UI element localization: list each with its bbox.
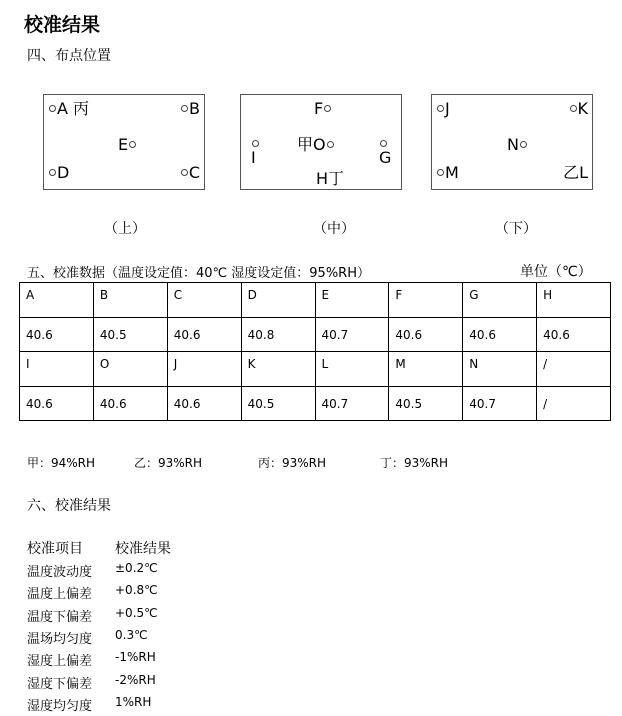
result-item: 温场均匀度	[27, 631, 93, 647]
table-cell: E	[315, 283, 389, 318]
result-row	[27, 650, 156, 670]
result-item: 温度波动度	[27, 565, 93, 580]
table-cell: 40.6	[20, 387, 94, 421]
point-marker	[520, 141, 527, 148]
result-row	[27, 627, 148, 647]
section5-heading: 五、校准数据（温度设定值：40℃ 湿度设定值：95%RH）	[27, 266, 370, 281]
table-cell: J	[167, 352, 241, 387]
point-marker	[437, 105, 444, 112]
table-cell: K	[241, 352, 315, 387]
humidity-ding: 丁：93%RH	[380, 456, 449, 470]
result-value: 1%RH	[115, 694, 152, 709]
result-value: ±0.2℃	[115, 561, 158, 575]
humidity-yi: 乙：93%RH	[134, 456, 203, 470]
result-row	[27, 672, 156, 692]
layout-diagram-middle	[240, 94, 402, 190]
point-label-c: C	[180, 164, 200, 182]
table-cell: H	[537, 283, 611, 318]
result-item: 湿度均匀度	[27, 698, 93, 714]
point-label-a: A 丙	[48, 100, 89, 118]
table-cell: 40.6	[93, 387, 167, 421]
table-cell: A	[20, 283, 94, 318]
layout-diagram-top	[43, 94, 205, 190]
results-header-result: 校准结果	[115, 541, 171, 557]
point-label-k: K	[569, 100, 589, 118]
unit-label: 单位（℃）	[520, 264, 592, 280]
point-label-m: M	[436, 164, 459, 182]
table-cell: 40.5	[241, 387, 315, 421]
point-label-j: J	[436, 100, 450, 118]
table-cell: O	[93, 352, 167, 387]
table-cell: N	[463, 352, 537, 387]
point-label-b: B	[180, 100, 200, 118]
table-cell: 40.5	[93, 318, 167, 352]
table-cell: /	[537, 387, 611, 421]
point-marker	[327, 141, 334, 148]
diagram-caption-bottom: （下）	[495, 221, 537, 237]
results-header	[27, 538, 171, 558]
table-label-row	[20, 352, 611, 387]
point-marker	[49, 105, 56, 112]
table-cell: I	[20, 352, 94, 387]
result-item: 湿度上偏差	[27, 654, 93, 670]
point-label-i: I	[251, 141, 260, 167]
table-value-row	[20, 387, 611, 421]
result-item: 湿度下偏差	[27, 676, 93, 692]
table-cell: 40.6	[167, 387, 241, 421]
result-item: 温度上偏差	[27, 587, 93, 603]
document-title: 校准结果	[24, 14, 101, 36]
point-label-g: G	[379, 141, 391, 167]
diagram-caption-middle: （中）	[313, 221, 355, 237]
table-cell: L	[315, 352, 389, 387]
humidity-bing: 丙：93%RH	[258, 456, 327, 470]
point-marker	[570, 105, 577, 112]
point-marker	[49, 169, 56, 176]
table-cell: M	[389, 352, 463, 387]
point-label-f: F	[314, 100, 332, 118]
point-marker	[252, 140, 259, 147]
table-cell: 40.6	[20, 318, 94, 352]
table-cell: C	[167, 283, 241, 318]
point-marker	[324, 105, 331, 112]
result-item: 温度下偏差	[27, 609, 93, 625]
calibration-data-table	[19, 282, 611, 421]
table-cell: /	[537, 352, 611, 387]
result-value: +0.5℃	[115, 605, 158, 620]
table-cell: 40.5	[389, 387, 463, 421]
table-cell: 40.6	[463, 318, 537, 352]
table-cell: B	[93, 283, 167, 318]
point-marker	[380, 140, 387, 147]
point-marker	[181, 169, 188, 176]
result-row	[27, 583, 158, 603]
table-cell: D	[241, 283, 315, 318]
result-row	[27, 605, 158, 625]
result-value: -2%RH	[115, 672, 156, 687]
result-value: -1%RH	[115, 650, 156, 665]
point-marker	[437, 169, 444, 176]
section4-heading: 四、布点位置	[27, 48, 111, 64]
table-value-row	[20, 318, 611, 352]
point-label-e: E	[118, 136, 137, 154]
table-cell: 40.7	[463, 387, 537, 421]
point-label-d: D	[48, 164, 69, 182]
table-cell: 40.7	[315, 318, 389, 352]
table-label-row	[20, 283, 611, 318]
layout-diagram-bottom	[431, 94, 593, 190]
results-header-item: 校准项目	[27, 541, 83, 557]
table-cell: 40.7	[315, 387, 389, 421]
point-marker	[129, 141, 136, 148]
section6-heading: 六、校准结果	[27, 498, 111, 514]
result-row	[27, 694, 152, 714]
table-cell: F	[389, 283, 463, 318]
result-value: 0.3℃	[115, 627, 148, 642]
table-cell: 40.8	[241, 318, 315, 352]
result-row	[27, 561, 158, 580]
point-label-h: H丁	[316, 169, 345, 188]
result-value: +0.8℃	[115, 583, 158, 598]
table-cell: G	[463, 283, 537, 318]
point-label-l: 乙L	[563, 163, 588, 182]
diagram-caption-top: （上）	[104, 221, 146, 237]
point-label-n: N	[507, 136, 528, 154]
point-marker	[181, 105, 188, 112]
table-cell: 40.6	[167, 318, 241, 352]
table-cell: 40.6	[537, 318, 611, 352]
humidity-jia: 甲：94%RH	[27, 456, 96, 470]
table-cell: 40.6	[389, 318, 463, 352]
point-label-o: 甲O	[297, 136, 335, 154]
